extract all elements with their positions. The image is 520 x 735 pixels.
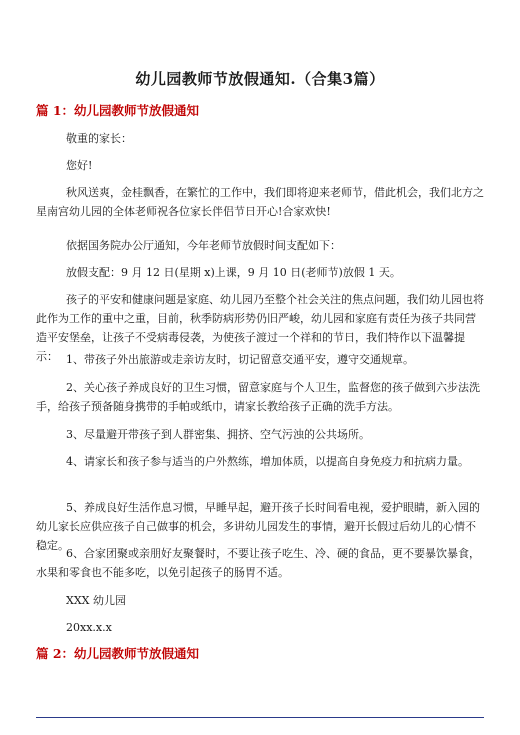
list-item: 2、关心孩子养成良好的卫生习惯，留意家庭与个人卫生，监督您的孩子做到六步法洗手，给孩子预备随身携带的手帕或纸巾，请家长教给孩子正确的洗手方法。 (36, 381, 480, 413)
list-item: 6、合家团聚或亲朋好友聚餐时，不要让孩子吃生、冷、硬的食品，更不要暴饮暴食，水果和零食也不能多吃，以免引起孩子的肠胃不适。 (36, 547, 480, 579)
list-item: 3、尽量避开带孩子到人群密集、拥挤、空气污浊的公共场所。 (66, 428, 370, 441)
greeting: 您好! (66, 159, 93, 172)
section-heading-2: 篇 2：幼儿园教师节放假通知 (36, 646, 200, 661)
salutation: 敬重的家长： (66, 132, 132, 145)
paragraph-festival-wishes: 秋风送爽，金桂飘香，在繁忙的工作中，我们即将迎来老师节，借此机会，我们北方之星南宫幼儿园的全体老师祝各位家长伴侣节日开心!合家欢快! (36, 186, 484, 218)
paragraph-schedule-intro: 依据国务院办公厅通知，今年老师节放假时间支配如下： (66, 239, 341, 252)
list-item: 5、养成良好生活作息习惯，早睡早起，避开孩子长时间看电视，爱护眼睛，新入园的幼儿家长应供应孩子自己做事的机会，多讲幼儿园发生的事情，避开长假过后幼儿的心情不稳定。 (36, 501, 480, 552)
document-title: 幼儿园教师节放假通知.（合集3篇） (135, 70, 385, 88)
footer-divider (36, 717, 484, 718)
list-item: 1、带孩子外出旅游或走亲访友时，切记留意交通平安，遵守交通规章。 (66, 353, 414, 366)
date: 20xx.x.x (66, 621, 112, 634)
paragraph-holiday-arrangement: 放假支配：9 月 12 日(星期 x)上课，9 月 10 日(老师节)放假 1 天。 (66, 266, 401, 279)
paragraph-safety-health: 孩子的平安和健康问题是家庭、幼儿园乃至整个社会关注的焦点问题，我们幼儿园也将此作为工作的重中之重，目前，秋季防病形势仍旧严峻，幼儿园和家庭有责任为孩子共同营造平安堡垒，让孩子不受病毒侵袭，为使孩子渡过一个祥和的节日，我们特作以下温馨提示： (36, 293, 484, 363)
list-item: 4、请家长和孩子参与适当的户外熬练，增加体质，以提高自身免疫力和抗病力量。 (66, 455, 469, 468)
section-heading-1: 篇 1：幼儿园教师节放假通知 (36, 103, 200, 118)
signature: XXX 幼儿园 (66, 594, 126, 607)
